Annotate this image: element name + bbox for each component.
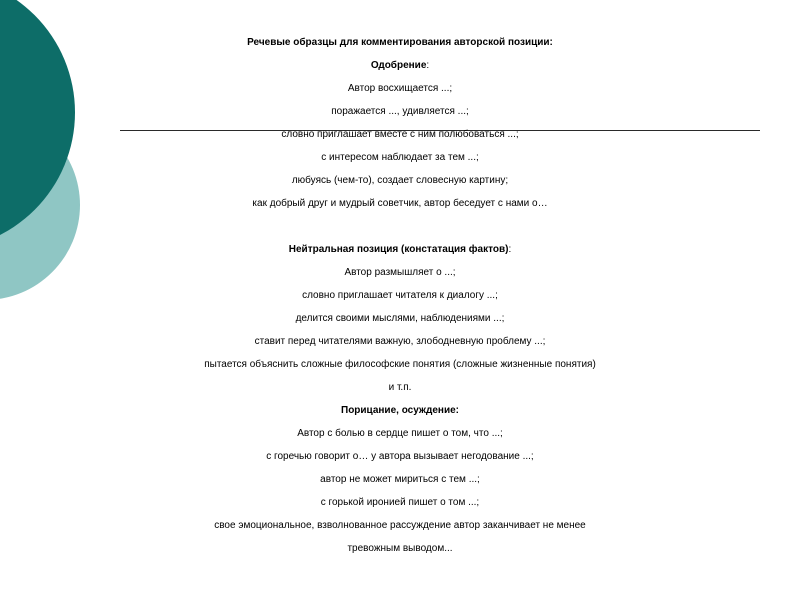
list-item: тревожным выводом...	[347, 543, 453, 554]
section-heading-approval	[0, 54, 800, 77]
list-item: с интересом наблюдает за тем ...;	[321, 152, 479, 163]
list-item: с горькой иронией пишет о том ...;	[320, 497, 480, 508]
list-item: как добрый друг и мудрый советчик, автор беседует с нами о…	[252, 198, 548, 209]
list-item: делится своими мыслями, наблюдениями ...;	[295, 313, 505, 324]
list-item: пытается объяснить сложные философские понятия (сложные жизненные понятия)	[204, 359, 596, 370]
list-item: поражается ..., удивляется ...;	[331, 106, 469, 117]
list-item: словно приглашает читателя к диалогу ...;	[302, 290, 498, 301]
list-item: свое эмоциональное, взволнованное рассуждение автор заканчивает не менее	[214, 520, 586, 531]
list-item: Автор с болью в сердце пишет о том, что ...;	[297, 428, 503, 439]
list-item: любуясь (чем-то), создает словесную картину;	[291, 175, 509, 186]
section-heading-text: Одобрение	[370, 60, 427, 71]
list-item: и т.п.	[388, 382, 412, 393]
list-item: ставит перед читателями важную, злободневную проблему ...;	[254, 336, 546, 347]
list-item: Автор размышляет о ...;	[344, 267, 456, 278]
list-item: словно приглашает вместе с ним полюбоваться ...;	[281, 129, 519, 140]
section-heading-colon: :	[426, 60, 430, 71]
list-item: автор не может мириться с тем ...;	[320, 474, 480, 485]
list-item: с горечью говорит о… у автора вызывает негодование ...;	[266, 451, 534, 462]
list-item: Автор восхищается ...;	[347, 83, 453, 94]
slide-content	[0, 31, 800, 560]
section-heading-text: Нейтральная позиция (констатация фактов)	[288, 244, 509, 255]
section-spacer	[0, 215, 800, 238]
section-heading-censure: Порицание, осуждение:	[341, 405, 459, 416]
section-heading-neutral	[0, 238, 800, 261]
section-heading-colon: :	[508, 244, 512, 255]
slide-title: Речевые образцы для комментирования авторской позиции:	[247, 37, 553, 48]
